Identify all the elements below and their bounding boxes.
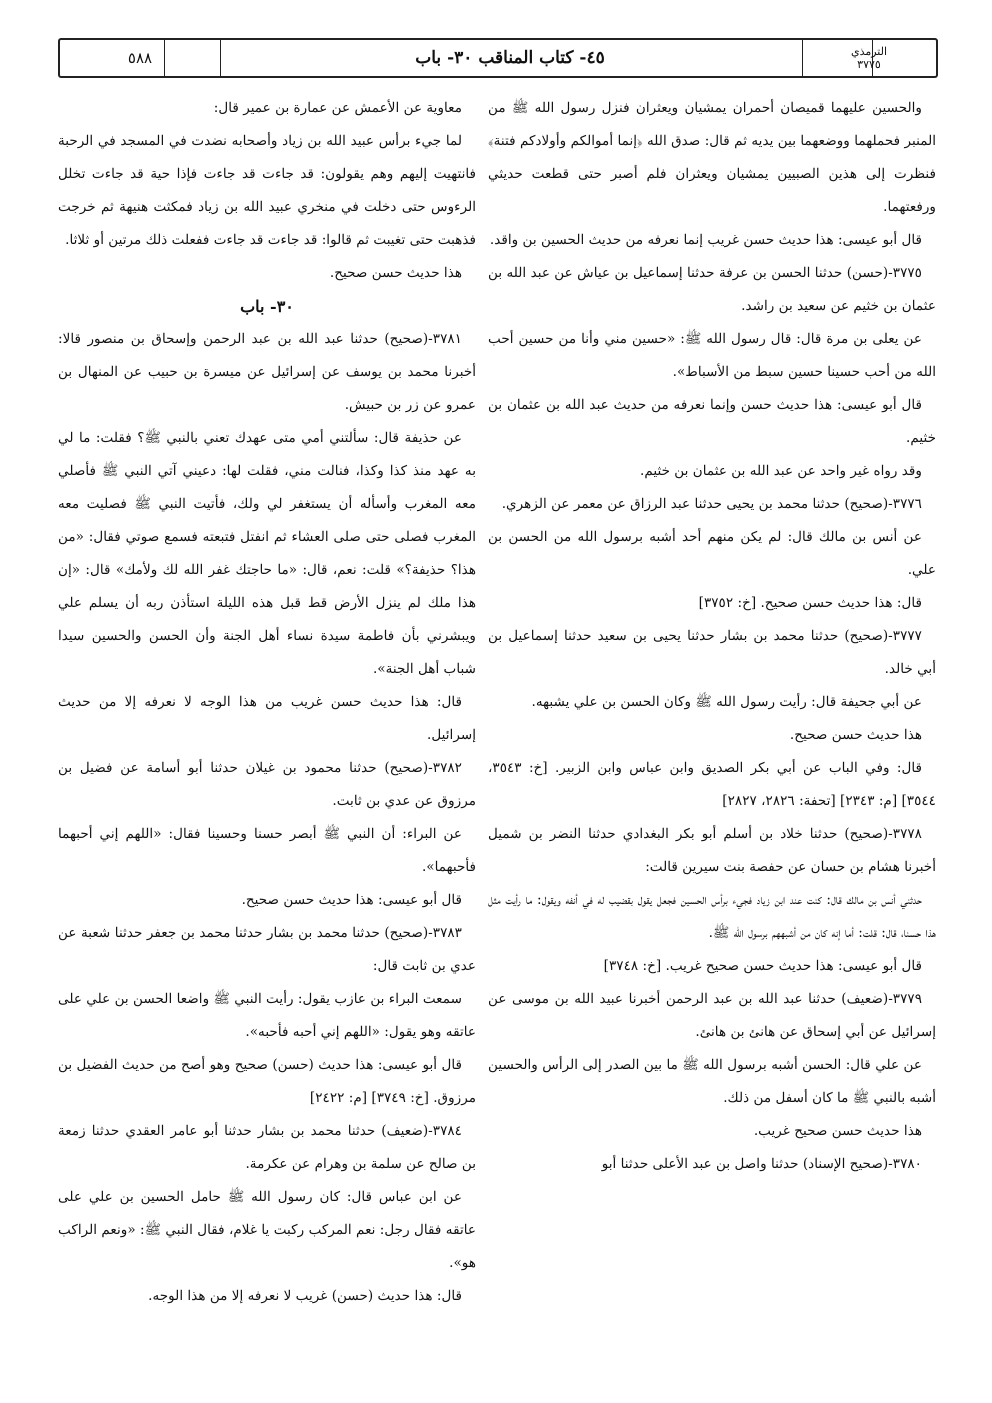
paragraph: ٣٧٨٤-(ضعيف) حدثنا محمد بن بشار حدثنا أبو عامر العقدي حدثنا زمعة بن صالح عن سلمة بن وهرام عن عكرمة. (58, 1123, 476, 1172)
paragraph: عن ابن عباس قال: كان رسول الله ﷺ حامل الحسين بن علي على عاتقه فقال رجل: نعم المركب ركبت يا غلام، فقال النبي ﷺ: «ونعم الراكب هو». (58, 1189, 476, 1271)
page-header (58, 38, 938, 78)
book-label (802, 40, 936, 76)
paragraph: عن حذيفة قال: سألتني أمي متى عهدك تعني بالنبي ﷺ؟ فقلت: ما لي به عهد منذ كذا وكذا، فنالت مني، فقلت لها: دعيني آتي النبي ﷺ فأصلي معه المغرب وأسأله أن يستغفر لي ولك، فأتيت النبي ﷺ فصليت معه المغرب فصلى حتى صلى العشاء ثم انفتل فتبعته فسمع صوتي فقال: «من هذا؟ حذيفة؟» قلت: نعم، قال: «ما حاجتك غفر الله لك ولأمك» قال: «إن هذا ملك لم ينزل الأرض قط قبل هذه الليلة استأذن ربه أن يسلم علي ويبشرني بأن فاطمة سيدة نساء أهل الجنة وأن الحسن والحسين سيدا شباب أهل الجنة». (58, 430, 476, 677)
paragraph: لما جيء برأس عبيد الله بن زياد وأصحابه نضدت في المسجد في الرحبة فانتهيت إليهم وهم يقولون: قد جاءت قد جاءت فإذا حية قد جاءت تخلل الرءوس حتى دخلت في منخري عبيد الله بن زياد فمكثت هنيهة ثم خرجت فذهبت حتى تغيبت ثم قالوا: قد جاءت قد جاءت ففعلت ذلك مرتين أو ثلاثا. (58, 133, 476, 248)
header-divider (220, 40, 221, 76)
right-column (488, 92, 936, 1181)
paragraph: قال: هذا حديث حسن غريب من هذا الوجه لا نعرفه إلا من حديث إسرائيل. (58, 694, 476, 743)
paragraph: ٣٧٧٧-(صحيح) حدثنا محمد بن بشار حدثنا يحيى بن سعيد حدثنا إسماعيل بن أبي خالد. (488, 628, 936, 677)
paragraph: ٣٧٧٩-(ضعيف) حدثنا عبد الله بن عبد الرحمن أخبرنا عبيد الله بن موسى عن إسرائيل عن أبي إسحاق عن هانئ بن هانئ. (488, 991, 936, 1040)
paragraph: قال أبو عيسى: هذا حديث حسن صحيح غريب. [خ: ٣٧٤٨] (603, 958, 922, 974)
left-column (58, 92, 476, 1313)
paragraph: هذا حديث حسن صحيح. (789, 727, 922, 743)
paragraph: سمعت البراء بن عازب يقول: رأيت النبي ﷺ واضعا الحسن بن علي على عاتقه وهو يقول: «اللهم إني أحبه فأحبه». (58, 991, 476, 1040)
paragraph: عن أبي جحيفة قال: رأيت رسول الله ﷺ وكان الحسن بن علي يشبهه. (531, 694, 922, 710)
section-heading: ٣٠- باب (240, 297, 294, 316)
paragraph: حدثني أنس بن مالك قال: كنت عند ابن زياد فجيء برأس الحسين فجعل يقول بقضيب له في أنفه ويقول: ما رأيت مثل هذا حسنا، قال: قلت: أما إنه كان من أشبههم برسول الله ﷺ. (488, 892, 936, 941)
paragraph: وقد رواه غير واحد عن عبد الله بن عثمان بن خثيم. (640, 463, 922, 479)
paragraph: قال: هذا حديث حسن صحيح. [خ: ٣٧٥٢] (698, 595, 922, 611)
paragraph: ٣٧٧٦-(صحيح) حدثنا محمد بن يحيى حدثنا عبد الرزاق عن معمر عن الزهري. (501, 496, 922, 512)
paragraph: قال أبو عيسى: هذا حديث حسن غريب إنما نعرفه من حديث الحسين بن واقد. (489, 232, 922, 248)
paragraph: عن البراء: أن النبي ﷺ أبصر حسنا وحسينا فقال: «اللهم إني أحبهما فأحبهما». (58, 826, 476, 875)
paragraph: هذا حديث حسن صحيح غريب. (753, 1123, 922, 1139)
paragraph: ٣٧٧٨-(صحيح) حدثنا خلاد بن أسلم أبو بكر البغدادي حدثنا النضر بن شميل أخبرنا هشام بن حسان عن حفصة بنت سيرين قالت: (488, 826, 936, 875)
paragraph: عن علي قال: الحسن أشبه برسول الله ﷺ ما بين الصدر إلى الرأس والحسين أشبه بالنبي ﷺ ما كان أسفل من ذلك. (488, 1057, 936, 1106)
paragraph: ٣٧٨١-(صحيح) حدثنا عبد الله بن عبد الرحمن وإسحاق بن منصور قالا: أخبرنا محمد بن يوسف عن إسرائيل عن ميسرة بن حبيب عن المنهال بن عمرو عن زر بن حبيش. (58, 331, 476, 413)
page-number: ٥٨٨ (127, 49, 153, 67)
paragraph: والحسين عليهما قميصان أحمران يمشيان ويعثران فنزل رسول الله ﷺ من المنبر فحملهما ووضعهما بين يديه ثم قال: صدق الله ﴿إنما أموالكم وأولادكم فتنة﴾ فنظرت إلى هذين الصبيين يمشيان ويعثران فلم أصبر حتى قطعت حديثي ورفعتهما. (488, 100, 936, 215)
chapter-title: ٤٥- كتاب المناقب ٣٠- باب (415, 48, 605, 68)
paragraph: معاوية عن الأعمش عن عمارة بن عمير قال: (213, 100, 462, 116)
book-name: الترمذي (850, 45, 888, 58)
paragraph: ٣٧٨٣-(صحيح) حدثنا محمد بن بشار حدثنا محمد بن جعفر حدثنا شعبة عن عدي بن ثابت قال: (58, 925, 476, 974)
paragraph: عن يعلى بن مرة قال: قال رسول الله ﷺ: «حسين مني وأنا من حسين أحب الله من أحب حسينا حسين سبط من الأسباط». (488, 331, 936, 380)
paragraph: ٣٧٨٠-(صحيح الإسناد) حدثنا واصل بن عبد الأعلى حدثنا أبو (601, 1156, 922, 1172)
paragraph: قال أبو عيسى: هذا حديث حسن صحيح. (241, 892, 462, 908)
paragraph: عن أنس بن مالك قال: لم يكن منهم أحد أشبه برسول الله من الحسن بن علي. (488, 529, 936, 578)
hadith-range: ٣٧٧٥ (857, 58, 881, 71)
paragraph: قال أبو عيسى: هذا حديث حسن وإنما نعرفه من حديث عبد الله بن عثمان بن خثيم. (488, 397, 936, 446)
paragraph: هذا حديث حسن صحيح. (329, 265, 462, 281)
header-divider (164, 40, 165, 76)
paragraph: ٣٧٧٥-(حسن) حدثنا الحسن بن عرفة حدثنا إسماعيل بن عياش عن عبد الله بن عثمان بن خثيم عن سعيد بن راشد. (488, 265, 936, 314)
paragraph: قال: وفي الباب عن أبي بكر الصديق وابن عباس وابن الزبير. [خ: ٣٥٤٣، ٣٥٤٤] [م: ٢٣٤٣] [تحفة: ٢٨٢٦، ٢٨٢٧] (488, 760, 936, 809)
paragraph: قال: هذا حديث (حسن) غريب لا نعرفه إلا من هذا الوجه. (148, 1288, 462, 1304)
paragraph: قال أبو عيسى: هذا حديث (حسن) صحيح وهو أصح من حديث الفضيل بن مرزوق. [خ: ٣٧٤٩] [م: ٢٤٢٢] (58, 1057, 476, 1106)
paragraph: ٣٧٨٢-(صحيح) حدثنا محمود بن غيلان حدثنا أبو أسامة عن فضيل بن مرزوق عن عدي بن ثابت. (58, 760, 476, 809)
